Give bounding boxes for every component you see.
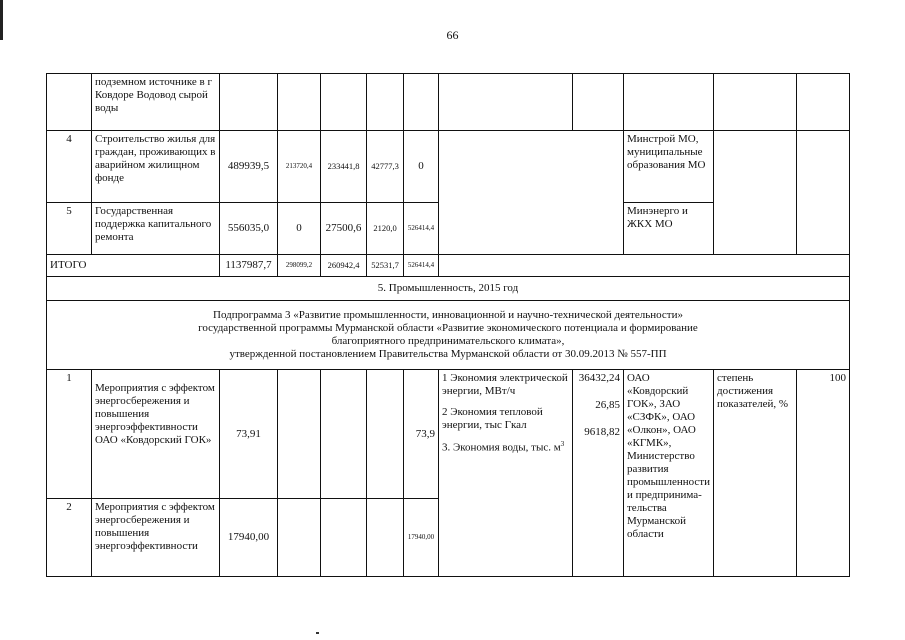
row-number — [47, 74, 92, 131]
funding-year-1: 213720,4 — [278, 131, 321, 203]
section-title: 5. Промышленность, 2015 год — [47, 277, 850, 301]
indicator-label: 2 Экономия тепловой энергии, тыс Гкал — [442, 405, 543, 431]
executor: ОАО «Ковдорский ГОК», ЗАО «СЗФК», ОАО «Олкон», ОАО «КГМК», Министерство развития промышленности и предпринима- тельства Мурманской области — [624, 370, 714, 577]
total-funding: 489939,5 — [220, 131, 278, 203]
total-funding: 556035,0 — [220, 203, 278, 255]
funding-year-1: 298099,2 — [278, 255, 321, 277]
row-number: 1 — [47, 370, 92, 499]
criterion: степень достижения показателей, % — [714, 370, 797, 577]
measure-name: Строительство жилья для граждан, проживающих в аварийном жилищном фонде — [92, 131, 220, 203]
measure-name: подземном источнике в г Ковдоре Водовод сырой воды — [92, 74, 220, 131]
indicator-value: 36432,24 — [578, 372, 620, 384]
subprogram-row — [47, 301, 850, 370]
funding-year-4: 526414,4 — [404, 203, 439, 255]
executor: Минэнерго и ЖКХ МО — [624, 203, 714, 255]
executor: Минстрой МО, муниципальные образования МО — [624, 131, 714, 203]
funding-year-1: 0 — [278, 203, 321, 255]
indicator-values — [573, 370, 624, 577]
total-row — [47, 255, 850, 277]
subprogram-line: утвержденной постановлением Правительства Мурманской области от 30.09.2013 № 557-ПП — [229, 347, 667, 360]
funding-year-4: 526414,4 — [404, 255, 439, 277]
funding-year-4: 17940,00 — [404, 499, 439, 577]
funding-year-4: 0 — [404, 131, 439, 203]
total-label: ИТОГО — [47, 255, 220, 277]
page-number: 66 — [446, 28, 459, 42]
indicator-label: 3. Экономия воды, тыс. $м^3$ — [442, 439, 565, 454]
scan-speck — [316, 632, 319, 634]
funding-year-4: 73,9 — [404, 370, 439, 499]
measure-name: Мероприятия с эффектом энергосбережения и повышения энергоэффективности — [92, 499, 220, 577]
total-funding: 1137987,7 — [220, 255, 278, 277]
total-funding: 73,91 — [220, 370, 278, 499]
table-row — [47, 370, 850, 499]
table-row — [47, 74, 850, 131]
row-number: 5 — [47, 203, 92, 255]
program-table — [46, 73, 850, 577]
funding-year-3: 52531,7 — [367, 255, 404, 277]
section-row — [47, 277, 850, 301]
indicator-value: 26,85 — [595, 398, 620, 411]
indicator-value: 9618,82 — [584, 425, 620, 438]
measure-name: Мероприятия с эффектом энергосбережения и повышения энергоэффективности ОАО «Ковдорский ГОК» — [92, 370, 220, 499]
funding-year-2: 233441,8 — [321, 131, 367, 203]
row-number: 4 — [47, 131, 92, 203]
funding-year-2: 260942,4 — [321, 255, 367, 277]
subprogram-description — [47, 301, 850, 370]
indicators — [439, 370, 573, 577]
total-funding: 17940,00 — [220, 499, 278, 577]
table-row — [47, 131, 850, 203]
subprogram-line: благоприятного предпринимательского климата», — [331, 335, 565, 347]
subprogram-line: государственной программы Мурманской области «Развитие экономического потенциала и формирование — [198, 322, 698, 335]
funding-year-2: 27500,6 — [321, 203, 367, 255]
subprogram-line: Подпрограмма 3 «Развитие промышленности, инновационной и научно-технической деятельности» — [213, 309, 683, 322]
funding-year-3: 42777,3 — [367, 131, 404, 203]
measure-name: Государственная поддержка капитального ремонта — [92, 203, 220, 255]
row-number: 2 — [47, 499, 92, 577]
indicator-label: 1 Экономия электрической энергии, МВт/ч — [442, 372, 568, 397]
funding-year-3: 2120,0 — [367, 203, 404, 255]
criterion-value: 100 — [797, 370, 850, 577]
